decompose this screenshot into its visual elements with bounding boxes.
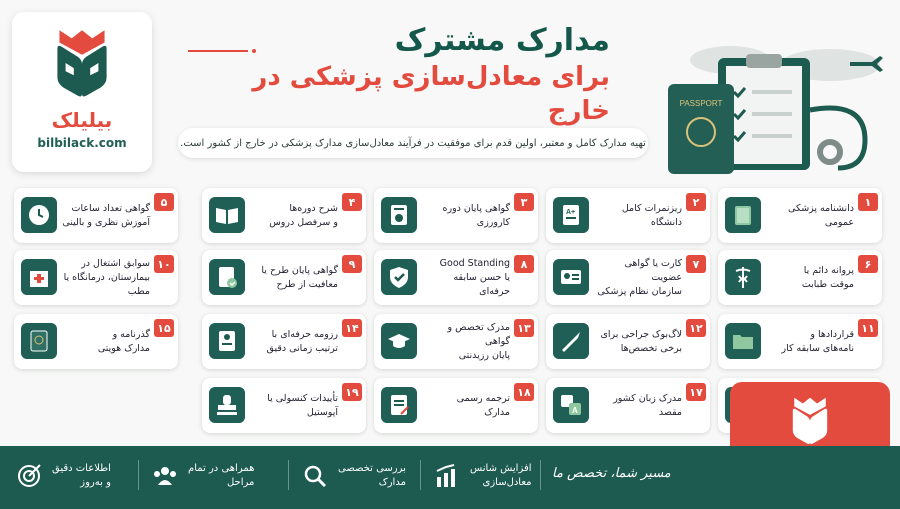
document-label-line1: ریزنمرات کامل دانشگاه bbox=[621, 203, 682, 228]
document-label-line2: برخی تخصص‌ها bbox=[620, 343, 682, 354]
document-label-line1: ترجمه رسمی bbox=[456, 393, 510, 404]
document-label-line1: تأییدات کنسولی یا bbox=[267, 393, 338, 404]
document-label-line1: رزومه حرفه‌ای با bbox=[271, 329, 338, 340]
document-number: ۴ bbox=[342, 193, 362, 211]
document-label bbox=[764, 194, 854, 238]
stethoscope-icon bbox=[810, 108, 865, 168]
feature-line2: معادل‌سازی bbox=[482, 477, 532, 488]
document-label-line2: مدارک هویتی bbox=[97, 343, 150, 354]
feature-text bbox=[338, 462, 406, 490]
document-number: ۱۸ bbox=[514, 383, 534, 401]
document-card bbox=[202, 378, 366, 433]
footer-feature bbox=[300, 454, 406, 498]
hospital-icon bbox=[21, 259, 57, 295]
document-number: ۸ bbox=[514, 255, 534, 273]
group-icon bbox=[150, 461, 180, 491]
document-label bbox=[420, 320, 510, 364]
document-number: ۷ bbox=[686, 255, 706, 273]
document-label-line1: پروانه دائم یا bbox=[803, 265, 854, 276]
brand-logo-icon bbox=[41, 22, 123, 104]
document-label-line2: بیمارستان، درمانگاه یا مطب bbox=[63, 272, 150, 297]
document-label bbox=[60, 256, 150, 300]
document-label-line2: معافیت از طرح bbox=[276, 279, 338, 290]
document-label bbox=[592, 320, 682, 364]
document-card bbox=[718, 250, 882, 305]
document-number: ۲ bbox=[686, 193, 706, 211]
document-label-line2: آپوستیل bbox=[306, 407, 338, 418]
document-label bbox=[592, 256, 682, 300]
document-label-line2: و سرفصل دروس bbox=[269, 217, 338, 228]
shield-check-icon bbox=[381, 259, 417, 295]
title-divider bbox=[188, 50, 248, 52]
feature-line2: مراحل bbox=[226, 477, 255, 488]
id-card-icon bbox=[553, 259, 589, 295]
document-number: ۱۰ bbox=[154, 255, 174, 273]
feature-text bbox=[188, 462, 254, 490]
passport-icon bbox=[21, 323, 57, 359]
document-card bbox=[374, 314, 538, 369]
footer-divider bbox=[420, 460, 421, 490]
title-block bbox=[190, 22, 610, 128]
caduceus-icon bbox=[725, 259, 761, 295]
page-subtitle: برای معادل‌سازی پزشکی در خارج bbox=[252, 62, 610, 126]
document-number: ۱ bbox=[858, 193, 878, 211]
title-divider bbox=[252, 49, 256, 53]
resume-icon bbox=[209, 323, 245, 359]
document-label-line1: لاگ‌بوک جراحی برای bbox=[600, 329, 682, 340]
document-label bbox=[592, 194, 682, 238]
document-label-line1: گواهی پایان طرح یا bbox=[261, 265, 338, 276]
magnifier-icon bbox=[300, 461, 330, 491]
feature-line1: اطلاعات دقیق bbox=[52, 463, 111, 474]
document-card bbox=[718, 188, 882, 243]
document-card bbox=[546, 250, 710, 305]
document-label bbox=[764, 320, 854, 364]
document-number: ۶ bbox=[858, 255, 878, 273]
document-label-line1: گواهی پایان دوره کارورزی bbox=[442, 203, 510, 228]
document-label bbox=[420, 256, 510, 300]
document-label bbox=[248, 320, 338, 364]
graduation-cap-icon bbox=[381, 323, 417, 359]
translate-icon bbox=[553, 387, 589, 423]
feature-line2: و به‌روز bbox=[80, 477, 111, 488]
document-label-line2: پایان رزیدنتی bbox=[458, 350, 510, 361]
document-label bbox=[60, 320, 150, 364]
logo-card bbox=[12, 12, 152, 172]
growth-chart-icon bbox=[432, 461, 462, 491]
document-label bbox=[420, 384, 510, 428]
brand-name: بیلیلک bbox=[51, 108, 113, 132]
svg-text:A: A bbox=[572, 406, 578, 415]
open-book-icon bbox=[209, 197, 245, 233]
document-label-line2: ترتیب زمانی دقیق bbox=[266, 343, 338, 354]
document-label-line1: شرح دوره‌ها bbox=[289, 203, 338, 214]
document-number: ۱۴ bbox=[342, 319, 362, 337]
document-number: ۱۵ bbox=[154, 319, 174, 337]
document-label bbox=[420, 194, 510, 238]
document-label-line1: قراردادها و bbox=[810, 329, 854, 340]
feature-text bbox=[52, 462, 111, 490]
document-card bbox=[546, 314, 710, 369]
passport-icon bbox=[668, 84, 734, 174]
document-card bbox=[14, 314, 178, 369]
document-label bbox=[248, 256, 338, 300]
target-icon bbox=[14, 461, 44, 491]
intro-text: تهیه مدارک کامل و معتبر، اولین قدم برای موفقیت در فرآیند معادل‌سازی مدارک پزشکی در خارج از کشور است. bbox=[178, 128, 648, 158]
certificate-icon bbox=[381, 197, 417, 233]
page-title: مدارک مشترک bbox=[394, 23, 610, 58]
document-label bbox=[592, 384, 682, 428]
document-card bbox=[202, 188, 366, 243]
document-label-line1: دانشنامه پزشکی عمومی bbox=[788, 203, 854, 228]
document-label bbox=[60, 194, 150, 238]
document-label-line2: آموزش نظری و بالینی bbox=[62, 217, 150, 228]
document-card bbox=[374, 250, 538, 305]
document-label-line2: مقصد bbox=[658, 407, 682, 418]
diploma-book-icon bbox=[725, 197, 761, 233]
feature-line1: بررسی تخصصی bbox=[338, 463, 406, 474]
feature-text bbox=[470, 462, 532, 490]
document-card bbox=[14, 250, 178, 305]
transcript-icon bbox=[553, 197, 589, 233]
document-label-line1: مدرک تخصص و گواهی bbox=[447, 322, 510, 347]
document-label-line2: موقت طبابت bbox=[801, 279, 854, 290]
scalpel-icon bbox=[553, 323, 589, 359]
svg-text:A+: A+ bbox=[566, 209, 576, 216]
brand-logo-icon bbox=[781, 392, 839, 449]
folder-icon bbox=[725, 323, 761, 359]
passport-clipboard-illustration bbox=[660, 40, 890, 180]
stamp-icon bbox=[209, 387, 245, 423]
feature-line2: مدارک bbox=[378, 477, 406, 488]
document-number: ۱۹ bbox=[342, 383, 362, 401]
document-label-line1: گواهی تعداد ساعات bbox=[71, 203, 150, 214]
feature-line1: افزایش شانس bbox=[470, 463, 532, 474]
document-label bbox=[248, 384, 338, 428]
footer-feature bbox=[432, 454, 532, 498]
document-label bbox=[764, 256, 854, 300]
document-number: ۱۱ bbox=[858, 319, 878, 337]
document-number: ۱۷ bbox=[686, 383, 706, 401]
footer-divider bbox=[540, 460, 541, 490]
brand-site: bilbilack.com bbox=[37, 136, 127, 150]
document-label-line1: Good Standing bbox=[439, 258, 510, 269]
document-check-icon bbox=[209, 259, 245, 295]
document-number: ۱۳ bbox=[514, 319, 534, 337]
translation-doc-icon bbox=[381, 387, 417, 423]
document-card bbox=[374, 188, 538, 243]
feature-line1: همراهی در تمام bbox=[188, 463, 255, 474]
document-label-line2: سازمان نظام پزشکی bbox=[597, 286, 682, 297]
document-label-line2: نامه‌های سابقه کار bbox=[781, 343, 854, 354]
document-card bbox=[546, 378, 710, 433]
document-card bbox=[546, 188, 710, 243]
footer-feature bbox=[14, 454, 111, 498]
footer-divider bbox=[288, 460, 289, 490]
document-card bbox=[374, 378, 538, 433]
document-card bbox=[718, 314, 882, 369]
passport-label: PASSPORT bbox=[679, 99, 723, 108]
document-label-line1: مدرک زبان کشور bbox=[613, 393, 682, 404]
document-label-line1: کارت یا گواهی عضویت bbox=[624, 258, 682, 283]
document-card bbox=[14, 188, 178, 243]
document-card bbox=[202, 314, 366, 369]
document-label-line2: یا حسن سابقه حرفه‌ای bbox=[453, 272, 510, 297]
document-card bbox=[202, 250, 366, 305]
document-number: ۵ bbox=[154, 193, 174, 211]
clock-icon bbox=[21, 197, 57, 233]
document-number: ۳ bbox=[514, 193, 534, 211]
footer-feature bbox=[150, 454, 254, 498]
document-number: ۹ bbox=[342, 255, 362, 273]
document-label-line1: سوابق اشتغال در bbox=[81, 258, 150, 269]
footer-slogan: مسیر شما، تخصص ما bbox=[552, 466, 671, 481]
document-label bbox=[248, 194, 338, 238]
document-label-line2: مدارک bbox=[484, 407, 510, 418]
document-number: ۱۲ bbox=[686, 319, 706, 337]
document-label-line1: گذرنامه و bbox=[112, 329, 150, 340]
footer-divider bbox=[138, 460, 139, 490]
